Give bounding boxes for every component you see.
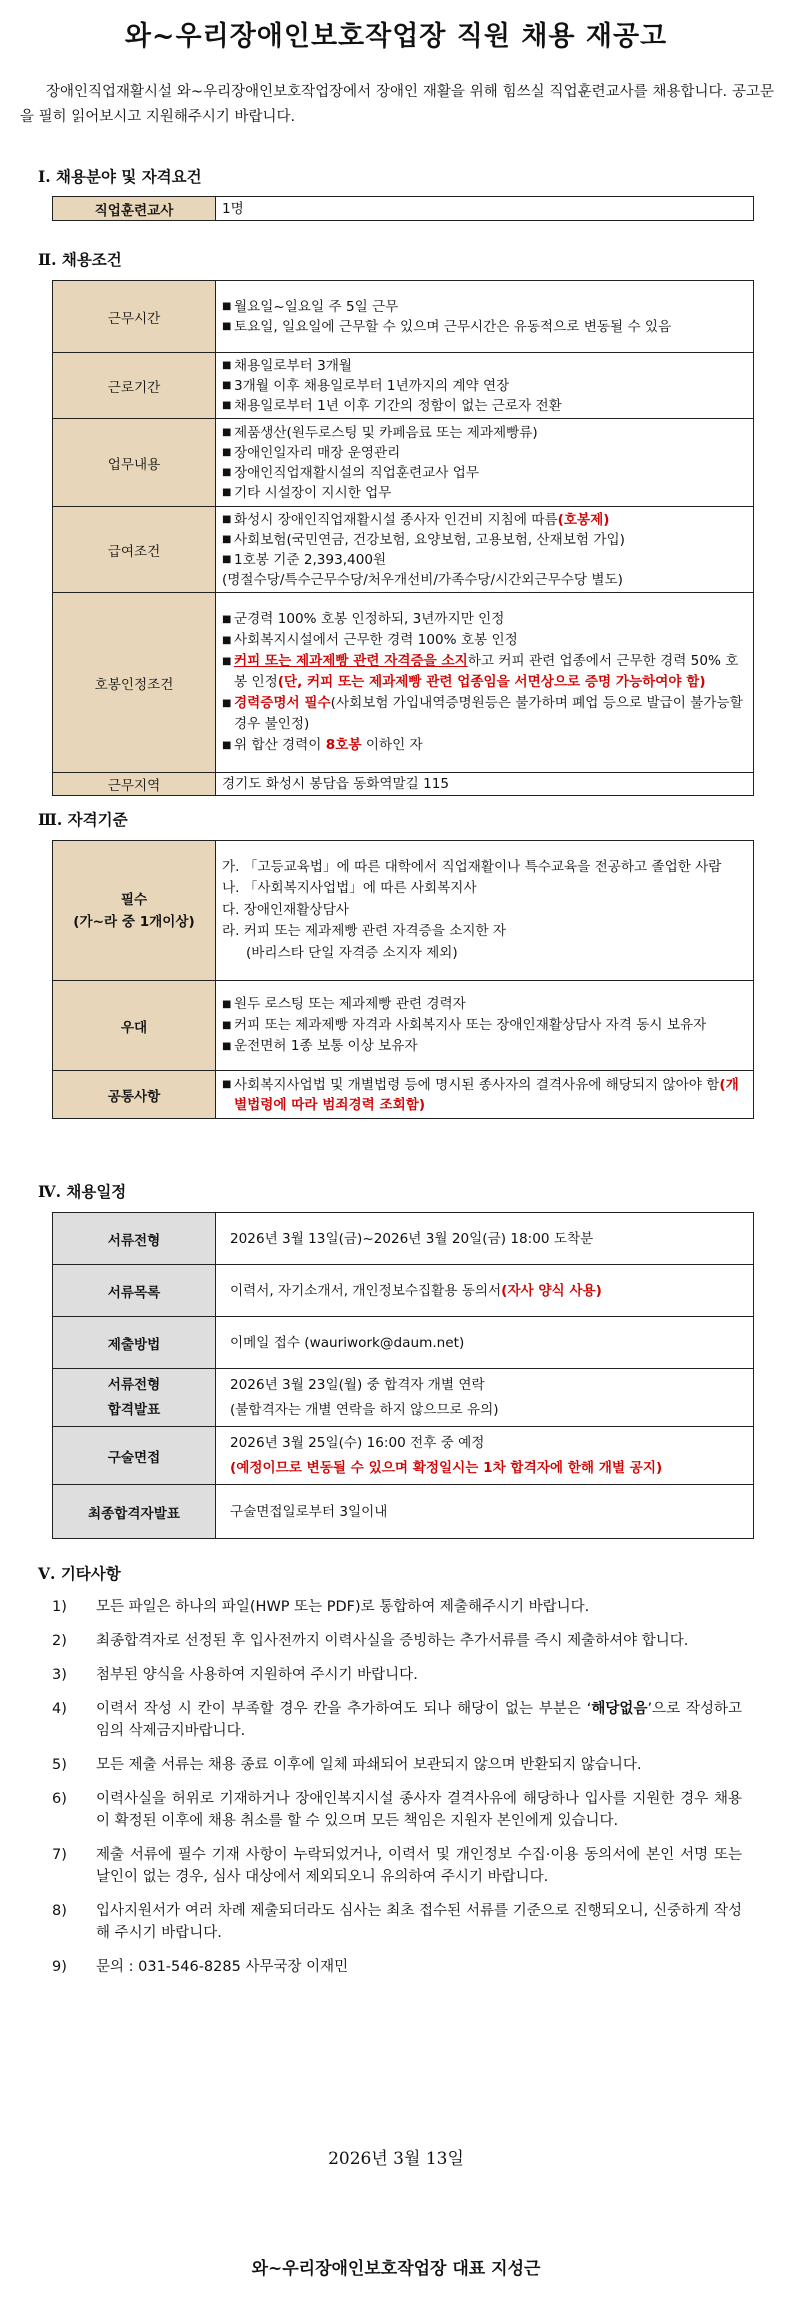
required-item: 나. 「사회복지사업법」에 따른 사회복지사 [222, 880, 477, 897]
note-item: 7) 제출 서류에 필수 기재 사항이 누락되었거나, 이력서 및 개인정보 수집·이용 동의서에 본인 서명 또는 날인이 없는 경우, 심사 대상에서 제외되오니 유의하여 주시기 바랍니다. [52, 1847, 742, 1885]
duties-cell [216, 419, 754, 507]
career-item: ■ 경력증명서 필수(사회보험 가입내역증명원등은 불가하며 폐업 등으로 발급이 불가능할 경우 불인정) [222, 693, 747, 735]
field-label: 직업훈련교사 [53, 197, 216, 221]
period-label: 근로기간 [53, 353, 216, 419]
signature: 와~우리장애인보호작업장 대표 지성근 [251, 2259, 541, 2279]
schedule-value: 구술면접일로부터 3일이내 [216, 1485, 754, 1539]
schedule-label: 서류목록 [53, 1265, 216, 1317]
schedule-value-cell [216, 1369, 754, 1427]
duties-item: ■ 장애인직업재활시설의 직업훈련교사 업무 [222, 463, 747, 483]
required-label: 필수 [120, 891, 148, 908]
career-item: ■ 군경력 100% 호봉 인정하되, 3년까지만 인정 [222, 609, 747, 630]
note-item: 2) 최종합격자로 선정된 후 입사전까지 이력사실을 증빙하는 추가서류를 즉시 제출하셔야 합니다. [52, 1633, 689, 1649]
schedule-value: 이메일 접수 (wauriwork@daum.net) [216, 1317, 754, 1369]
note-item: 6) 이력사실을 허위로 기재하거나 장애인복지시설 종사자 결격사유에 해당하나 입사를 지원한 경우 채용이 확정된 이후에 채용 취소를 할 수 있으며 모든 책임은 지원자 본인에게 있습니다. [52, 1791, 742, 1829]
preferred-item: ■ 원두 로스팅 또는 제과제빵 관련 경력자 [222, 994, 747, 1015]
career-item: ■ 커피 또는 제과제빵 관련 자격증을 소지하고 커피 관련 업종에서 근무한 경력 50% 호봉 인정(단, 커피 또는 제과제빵 관련 업종임을 서면상으로 증명 가능하여야 함) [222, 651, 747, 693]
work-hours-label: 근무시간 [53, 281, 216, 353]
schedule-value: 이력서, 자기소개서, 개인정보수집활용 동의서 [230, 1282, 502, 1299]
work-hours-cell [216, 281, 754, 353]
duties-item: ■ 장애인일자리 매장 운영관리 [222, 443, 747, 463]
note-item: 8) 입사지원서가 여러 차례 제출되더라도 심사는 최초 접수된 서류를 기준으로 진행되오니, 신중하게 작성해 주시기 바랍니다. [52, 1903, 742, 1941]
required-cell [216, 841, 754, 981]
period-item: ■ 3개월 이후 채용일로부터 1년까지의 계약 연장 [222, 376, 747, 396]
career-label: 호봉인정조건 [53, 593, 216, 773]
duties-item: ■ 제품생산(원두로스팅 및 카페음료 또는 제과제빵류) [222, 423, 747, 443]
schedule-value: 2026년 3월 13일(금)~2026년 3월 20일(금) 18:00 도착분 [216, 1213, 754, 1265]
schedule-value-note: (자사 양식 사용) [501, 1282, 602, 1299]
field-table [52, 196, 754, 221]
schedule-value-cell [216, 1265, 754, 1317]
notes-list [52, 1596, 742, 1990]
preferred-label: 우대 [53, 981, 216, 1071]
qualification-table [52, 840, 754, 1119]
location-label: 근무지역 [53, 773, 216, 796]
document-title: 와~우리장애인보호작업장 직원 채용 재공고 [124, 21, 668, 52]
salary-note: (명절수당/특수근무수당/처우개선비/가족수당/시간외근무수당 별도) [222, 571, 623, 588]
section-2-heading: Ⅱ. 채용조건 [38, 250, 122, 269]
required-sublabel: (가~라 중 1개이상) [73, 913, 195, 930]
note-item: 5) 모든 제출 서류는 채용 종료 이후에 일체 파쇄되어 보관되지 않으며 반환되지 않습니다. [52, 1757, 642, 1773]
posting-date: 2026년 3월 13일 [328, 2149, 464, 2169]
salary-item: ■ 사회보험(국민연금, 건강보험, 요양보험, 고용보험, 산재보험 가입) [222, 530, 747, 550]
career-item: ■ 사회복지시설에서 근무한 경력 100% 호봉 인정 [222, 630, 747, 651]
preferred-cell [216, 981, 754, 1071]
salary-cell [216, 507, 754, 593]
section-4-heading: Ⅳ. 채용일정 [38, 1182, 127, 1201]
required-item: 가. 「고등교육법」에 따른 대학에서 직업재활이나 특수교육을 전공하고 졸업한 사람 [222, 858, 722, 875]
preferred-item: ■ 커피 또는 제과제빵 자격과 사회복지사 또는 장애인재활상담사 자격 동시 보유자 [222, 1015, 747, 1036]
salary-label: 급여조건 [53, 507, 216, 593]
schedule-label: 서류전형 합격발표 [53, 1369, 216, 1427]
section-1-heading: Ⅰ. 채용분야 및 자격요건 [38, 167, 202, 186]
salary-item: ■ 화성시 장애인직업재활시설 종사자 인건비 지침에 따름(호봉제) [222, 510, 747, 530]
common-label: 공통사항 [53, 1071, 216, 1119]
required-label-cell [53, 841, 216, 981]
note-item: 3) 첨부된 양식을 사용하여 지원하여 주시기 바랍니다. [52, 1667, 418, 1683]
schedule-label: 제출방법 [53, 1317, 216, 1369]
period-cell [216, 353, 754, 419]
work-hours-item: ■ 토요일, 일요일에 근무할 수 있으며 근무시간은 유동적으로 변동될 수 있음 [222, 317, 747, 337]
note-item: 4) 이력서 작성 시 칸이 부족할 경우 칸을 추가하여도 되나 해당이 없는 부분은 ‘해당없음’으로 작성하고 임의 삭제금지바랍니다. [52, 1701, 742, 1739]
schedule-label: 서류전형 [53, 1213, 216, 1265]
conditions-table [52, 280, 754, 796]
duties-label: 업무내용 [53, 419, 216, 507]
career-item: ■ 위 합산 경력이 8호봉 이하인 자 [222, 735, 747, 756]
common-item: ■ 사회복지사업법 및 개별법령 등에 명시된 종사자의 결격사유에 해당되지 않아야 함(개별법령에 따라 범죄경력 조회함) [222, 1075, 747, 1115]
required-item: 라. 커피 또는 제과제빵 관련 자격증을 소지한 자 [222, 923, 507, 940]
field-value: 1명 [216, 197, 754, 221]
required-item: 다. 장애인재활상담사 [222, 901, 349, 918]
schedule-value-cell [216, 1427, 754, 1485]
required-note: (바리스타 단일 자격증 소지자 제외) [246, 944, 458, 961]
work-hours-item: ■ 월요일~일요일 주 5일 근무 [222, 297, 747, 317]
period-item: ■ 채용일로부터 1년 이후 기간의 정함이 없는 근로자 전환 [222, 396, 747, 416]
section-3-heading: Ⅲ. 자격기준 [38, 810, 128, 829]
schedule-value: 2026년 3월 23일(월) 중 합격자 개별 연락 [230, 1376, 485, 1393]
schedule-value-note: (예정이므로 변동될 수 있으며 확정일시는 1차 합격자에 한해 개별 공지) [230, 1459, 663, 1476]
schedule-value: 2026년 3월 25일(수) 16:00 전후 중 예정 [230, 1434, 485, 1451]
note-item: 1) 모든 파일은 하나의 파일(HWP 또는 PDF)로 통합하여 제출해주시기 바랍니다. [52, 1599, 590, 1615]
period-item: ■ 채용일로부터 3개월 [222, 356, 747, 376]
section-5-heading: Ⅴ. 기타사항 [38, 1564, 121, 1583]
intro-paragraph: 장애인직업재활시설 와~우리장애인보호작업장에서 장애인 재활을 위해 힘쓰실 직업훈련교사를 채용합니다. 공고문을 필히 읽어보시고 지원해주시기 바랍니다. [20, 84, 774, 125]
schedule-value-note: (불합격자는 개별 연락을 하지 않으므로 유의) [230, 1401, 499, 1418]
schedule-table [52, 1212, 754, 1539]
common-cell [216, 1071, 754, 1119]
location-value: 경기도 화성시 봉담읍 동화역말길 115 [216, 773, 754, 796]
preferred-item: ■ 운전면허 1종 보통 이상 보유자 [222, 1036, 747, 1057]
career-cell [216, 593, 754, 773]
schedule-label: 구술면접 [53, 1427, 216, 1485]
duties-item: ■ 기타 시설장이 지시한 업무 [222, 483, 747, 503]
salary-item: ■ 1호봉 기준 2,393,400원 [222, 550, 747, 570]
schedule-label: 최종합격자발표 [53, 1485, 216, 1539]
note-item: 9) 문의 : 031-546-8285 사무국장 이재민 [52, 1959, 349, 1975]
